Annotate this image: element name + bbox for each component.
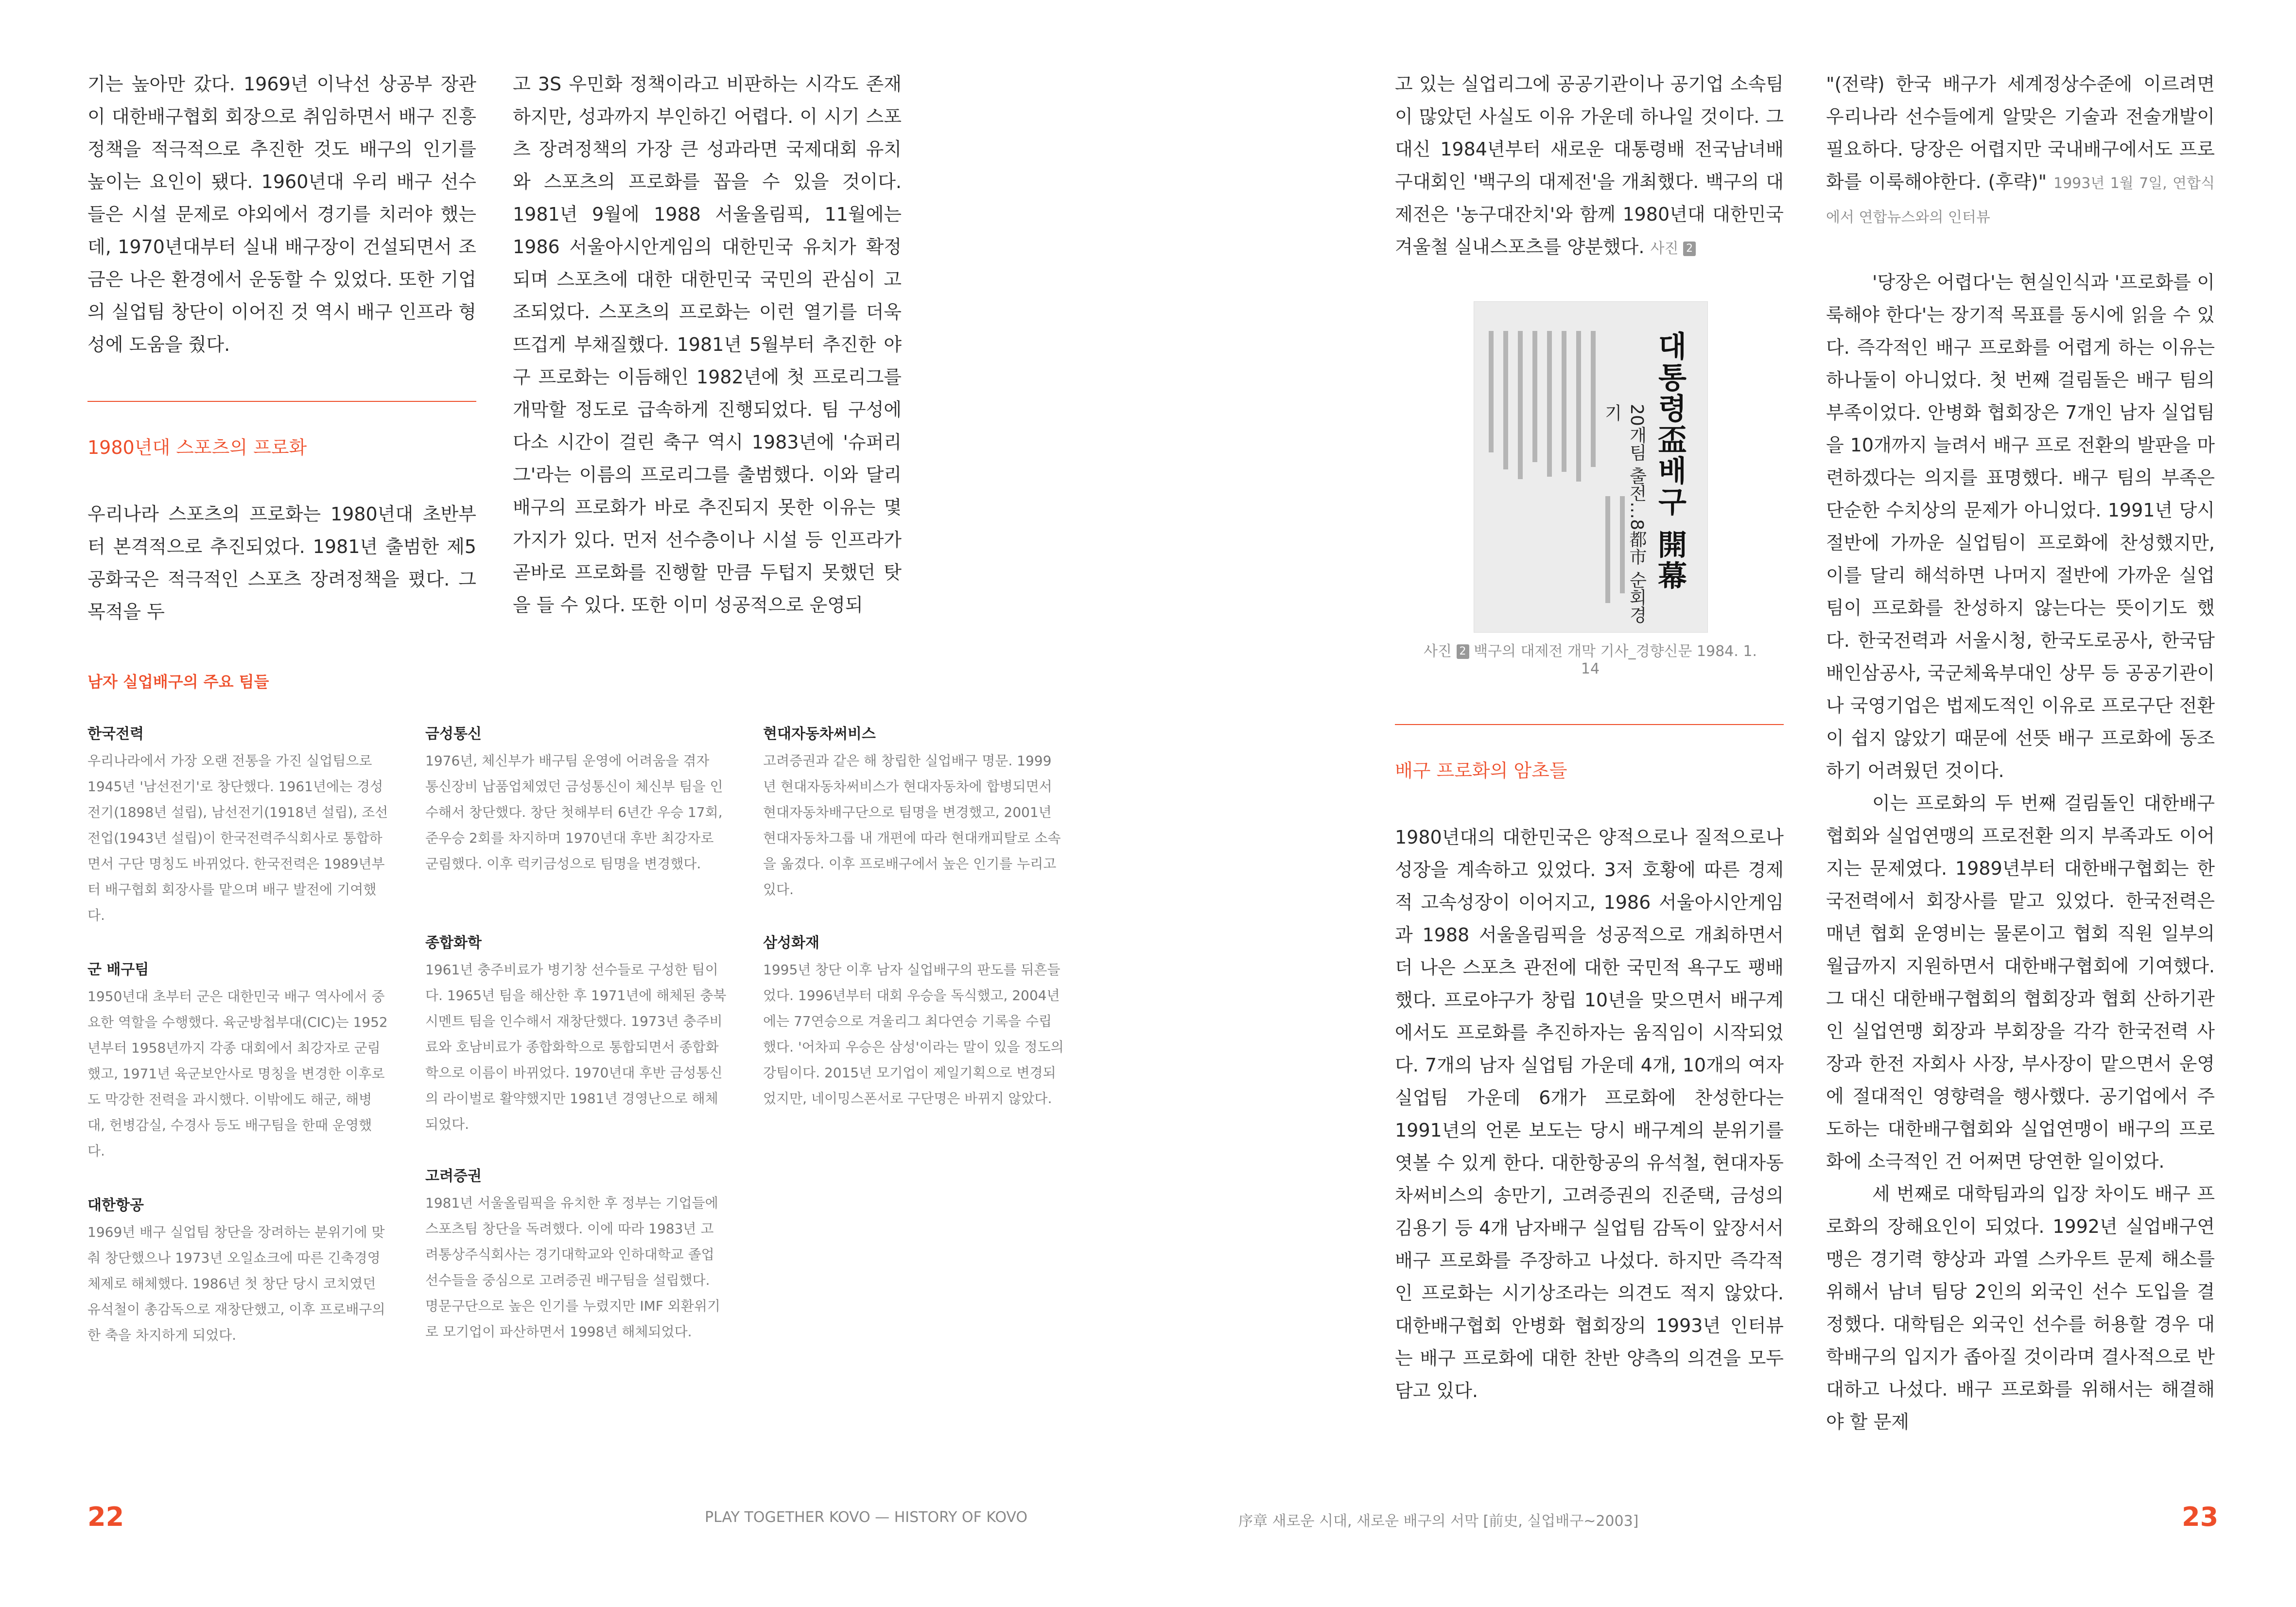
team-desc: 1950년대 초부터 군은 대한민국 배구 역사에서 중요한 역할을 수행했다. 육군방첩부대(CIC)는 1952년부터 1958년까지 각종 대회에서 최강자로 군림했고, 1971년 육군보안사로 명칭을 변경한 이후로도 막강한 전력을 과시했다. 이밖에도 해군, 해병대, 헌병감실, 수경사 등도 배구팀을 한때 운영했다. — [87, 988, 388, 1159]
team-name: 군 배구팀 — [87, 961, 149, 978]
team-name: 한국전력 — [87, 726, 144, 743]
newspaper-text-column — [1605, 496, 1610, 603]
photo-caption-text: 백구의 대제전 개막 기사_경향신문 1984. 1. 14 — [1474, 643, 1757, 677]
footer-title: PLAY TOGETHER KOVO — HISTORY OF KOVO — [705, 1509, 1028, 1526]
newspaper-headline: 대통령盃배구 開幕 — [1653, 331, 1687, 592]
newspaper-text-column — [1547, 331, 1552, 477]
team-name: 대한항공 — [87, 1197, 144, 1214]
team-name: 삼성화재 — [763, 934, 819, 951]
right-column-1-section — [1395, 821, 1784, 1407]
section-paragraph: 1980년대의 대한민국은 양적으로나 질적으로나 성장을 계속하고 있었다. 3저 호황에 따른 경제적 고속성장이 이어지고, 1986 서울아시안게임과 1988 서울올림픽을 성공적으로 개최하면서 더 나은 스포츠 관전에 대한 국민적 욕구도 팽배했다. 프로야구가 창립 10년을 맞으면서 배구계에서도 프로화를 추진하자는 움직임이 시작되었다. 7개의 남자 실업팀 가운데 4개, 10개의 여자 실업팀 가운데 6개가 프로화에 찬성한다는 1991년의 언론 보도는 당시 배구계의 분위기를 엿볼 수 있게 한다. 대한항공의 유석철, 현대자동차써비스의 송만기, 고려증권의 진준택, 금성의 김용기 등 4개 남자배구 실업팀 감독이 앞장서서 배구 프로화를 주장하고 나섰다. 하지만 즉각적인 프로화는 시기상조라는 의견도 적지 않았다. 대한배구협회 안병화 협회장의 1993년 인터뷰는 배구 프로화에 대한 찬반 양측의 의견을 모두 담고 있다. — [1395, 827, 1784, 1401]
paragraph: 이는 프로화의 두 번째 걸림돌인 대한배구협회와 실업연맹의 프로전환 의지 부족과도 이어지는 문제였다. 1989년부터 대한배구협회는 한국전력에서 회장사를 맡고 있었다. 한국전력은 매년 협회 운영비는 물론이고 협회 직원 일부의 월급까지 지원하면서 대한배구협회에 기여했다. 그 대신 대한배구협회의 협회장과 협회 산하기관인 실업연맹 회장과 부회장을 각각 한국전력 사장과 한전 자회사 사장, 부사장이 맡으면서 운영에 절대적인 영향력을 행사했다. 공기업에서 주도하는 대한배구협회와 실업연맹이 배구의 프로화에 소극적인 건 어쩌면 당연한 일이었다. — [1826, 793, 2215, 1172]
column-2-paragraph: 고 3S 우민화 정책이라고 비판하는 시각도 존재하지만, 성과까지 부인하긴 어렵다. 이 시기 스포츠 장려정책의 가장 큰 성과라면 국제대회 유치와 스포츠의 프로화를 꼽을 수 있을 것이다. 1981년 9월에 1988 서울올림픽, 11월에는 1986 서울아시안게임의 대한민국 유치가 확정되며 스포츠에 대한 대한민국 국민의 관심이 고조되었다. 스포츠의 프로화는 이런 열기를 더욱 뜨겁게 부채질했다. 1981년 5월부터 추진한 야구 프로화는 이듬해인 1982년에 첫 프로리그를 개막할 정도로 급속하게 진행되었다. 팀 구성에 다소 시간이 걸린 축구 역시 1983년에 '슈퍼리그'라는 이름의 프로리그를 출범했다. 이와 달리 배구의 프로화가 바로 추진되지 못한 이유는 몇 가지가 있다. 먼저 선수층이나 시설 등 인프라가 곧바로 프로화를 진행할 만큼 두텁지 못했던 탓을 들 수 있다. 또한 이미 성공적으로 운영되 — [513, 73, 902, 616]
column-3-text: 고 있는 실업리그에 공공기관이나 공기업 소속팀이 많았던 사실도 이유 가운데 하나일 것이다. 그 대신 1984년부터 새로운 대통령배 전국남녀배구대회인 '백구의 대제전'을 개최했다. 백구의 대제전은 '농구대잔치'와 함께 1980년대 대한민국 겨울철 실내스포츠를 양분했다. — [1395, 73, 1784, 258]
quote-source: 1993년 1월 7일, 연합식에서 연합뉴스와의 인터뷰 — [1826, 175, 2215, 226]
team-desc: 1976년, 체신부가 배구팀 운영에 어려움을 겪자 통신장비 납품업체였던 금성통신이 체신부 팀을 인수해서 창단했다. 창단 첫해부터 6년간 우승 17회, 준우승 2회를 차지하며 1970년대 후반 최강자로 군림했다. 이후 럭키금성으로 팀명을 변경했다. — [425, 753, 723, 872]
team-entry — [87, 1193, 389, 1348]
team-entry — [87, 957, 389, 1164]
team-desc: 1961년 충주비료가 병기창 선수들로 구성한 팀이다. 1965년 팀을 해산한 후 1971년에 해체된 충북시멘트 팀을 인수해서 재창단했다. 1973년 충주비료와 호남비료가 종합화학으로 통합되면서 종합화학으로 이름이 바뀌었다. 1970년대 후반 금성통신의 라이벌로 활약했지만 1981년 경영난으로 해체되었다. — [425, 962, 727, 1132]
section-paragraph: 우리나라 스포츠의 프로화는 1980년대 초반부터 본격적으로 추진되었다. 1981년 출범한 제5공화국은 적극적인 스포츠 장려정책을 폈다. 그 목적을 두 — [87, 503, 476, 622]
page-number: 23 — [2182, 1502, 2219, 1532]
team-entry — [763, 722, 1064, 902]
team-entry — [763, 931, 1064, 1111]
left-column-2 — [513, 68, 902, 622]
team-entry — [425, 931, 727, 1137]
newspaper-subheadline: 20개팀 출전…8都市 순회경기 — [1602, 404, 1647, 623]
quote-text: "(전략) 한국 배구가 세계정상수준에 이르려면 우리나라 선수들에게 알맞은 기술과 전술개발이 필요하다. 당장은 어렵지만 국내배구에서도 프로화를 이룩해야한다. (후략)" — [1826, 73, 2215, 192]
team-name: 고려증권 — [425, 1168, 482, 1185]
photo-ref-label: 사진 — [1650, 240, 1679, 257]
page-number: 22 — [87, 1502, 124, 1532]
section-heading: 배구 프로화의 암초들 — [1395, 760, 1567, 781]
newspaper-text-column — [1591, 331, 1596, 467]
newspaper-text-column — [1518, 331, 1523, 479]
interview-quote — [1826, 68, 2215, 234]
team-desc: 1995년 창단 이후 남자 실업배구의 판도를 뒤흔들었다. 1996년부터 대회 우승을 독식했고, 2004년에는 77연승으로 겨울리그 최다연승 기록을 수립했다. '어차피 우승은 삼성'이라는 말이 있을 정도의 강팀이다. 2015년 모기업이 제일기획으로 변경되었지만, 네이밍스폰서로 구단명은 바뀌지 않았다. — [763, 962, 1064, 1106]
right-page — [1148, 0, 2296, 1607]
section-heading: 1980년대 스포츠의 프로화 — [87, 437, 307, 458]
team-entry — [87, 722, 389, 928]
newspaper-text-column — [1562, 331, 1566, 472]
photo-caption-label: 사진 — [1424, 643, 1452, 660]
team-name: 현대자동차써비스 — [763, 726, 876, 743]
right-column-2 — [1826, 68, 2215, 1438]
left-column-1 — [87, 68, 476, 361]
newspaper-text-column — [1620, 496, 1625, 593]
column-3-paragraph — [1395, 68, 1784, 265]
team-desc: 고려증권과 같은 해 창립한 실업배구 명문. 1999년 현대자동차써비스가 현대자동차에 합병되면서 현대자동차배구단으로 팀명을 변경했고, 2001년 현대자동차그룹 내 개편에 따라 현대캐피탈로 소속을 옮겼다. 이후 프로배구에서 높은 인기를 누리고 있다. — [763, 753, 1061, 898]
team-desc: 1981년 서울올림픽을 유치한 후 정부는 기업들에 스포츠팀 창단을 독려했다. 이에 따라 1983년 고려통상주식회사는 경기대학교와 인하대학교 졸업선수들을 중심으로 고려증권 배구팀을 설립했다. 명문구단으로 높은 인기를 누렸지만 IMF 외환위기로 모기업이 파산하면서 1998년 해체되었다. — [425, 1195, 720, 1340]
newspaper-text-column — [1532, 331, 1537, 462]
photo-caption — [1415, 639, 1765, 677]
team-entry — [425, 722, 727, 877]
newspaper-text-column — [1503, 331, 1508, 469]
left-column-1-section — [87, 498, 476, 628]
section-divider — [87, 401, 476, 402]
team-name: 금성통신 — [425, 726, 482, 743]
paragraph: 세 번째로 대학팀과의 입장 차이도 배구 프로화의 장해요인이 되었다. 1992년 실업배구연맹은 경기력 향상과 과열 스카우트 문제 해소를 위해서 남녀 팀당 2인의 외국인 선수 도입을 결정했다. 대학팀은 외국인 선수를 허용할 경우 대학배구의 입지가 좁아질 것이라며 결사적으로 반대하고 나섰다. 배구 프로화를 위해서는 해결해야 할 문제 — [1826, 1183, 2215, 1433]
right-column-1-top — [1395, 68, 1784, 265]
photo-caption-number: 2 — [1457, 644, 1469, 659]
newspaper-text-column — [1576, 331, 1581, 482]
photo-ref-number: 2 — [1683, 242, 1696, 256]
team-name: 종합화학 — [425, 934, 482, 951]
newspaper-text-column — [1489, 331, 1494, 452]
team-desc: 1969년 배구 실업팀 창단을 장려하는 분위기에 맞춰 창단했으나 1973년 오일쇼크에 따른 긴축경영 체제로 해체했다. 1986년 첫 창단 당시 코치였던 유석철이 총감독으로 재창단했고, 이후 프로배구의 한 축을 차지하게 되었다. — [87, 1224, 385, 1343]
team-desc: 우리나라에서 가장 오랜 전통을 가진 실업팀으로 1945년 '남선전기'로 창단했다. 1961년에는 경성전기(1898년 설립), 남선전기(1918년 설립), 조선전업(1943년 설립)이 한국전력주식회사로 통합하면서 구단 명칭도 바뀌었다. 한국전력은 1989년부터 배구협회 회장사를 맡으며 배구 발전에 기여했다. — [87, 753, 388, 923]
newspaper-clipping-image — [1474, 301, 1708, 633]
team-entry — [425, 1164, 727, 1345]
photo-reference — [1651, 240, 1696, 257]
sidebar-title: 남자 실업배구의 주요 팀들 — [87, 673, 269, 691]
section-divider — [1395, 724, 1784, 725]
paragraph: '당장은 어렵다'는 현실인식과 '프로화를 이룩해야 한다'는 장기적 목표를 동시에 읽을 수 있다. 즉각적인 배구 프로화를 어렵게 하는 이유는 하나둘이 아니었다. 첫 번째 걸림돌은 배구 팀의 부족이었다. 안병화 협회장은 7개인 남자 실업팀을 10개까지 늘려서 배구 프로 전환의 발판을 마련하겠다는 의지를 표명했다. 배구 팀의 부족은 단순한 수치상의 문제가 아니었다. 1991년 당시 절반에 가까운 실업팀이 프로화에 찬성했지만, 이를 달리 해석하면 나머지 절반에 가까운 실업팀이 프로화를 찬성하지 않는다는 뜻이기도 했다. 한국전력과 서울시청, 한국도로공사, 한국담배인삼공사, 국군체육부대인 상무 등 공공기관이나 국영기업은 법제도적인 이유로 프로구단 전환이 쉽지 않았기 때문에 선뜻 배구 프로화에 동조하기 어려웠던 것이다. — [1826, 272, 2215, 781]
footer-chapter-title: 序章 새로운 시대, 새로운 배구의 서막 [前史, 실업배구~2003] — [1238, 1513, 1639, 1530]
intro-paragraph: 기는 높아만 갔다. 1969년 이낙선 상공부 장관이 대한배구협회 회장으로 취임하면서 배구 진흥정책을 적극적으로 추진한 것도 배구의 인기를 높이는 요인이 됐다. 1960년대 우리 배구 선수들은 시설 문제로 야외에서 경기를 치러야 했는데, 1970년대부터 실내 배구장이 건설되면서 조금은 나은 환경에서 운동할 수 있었다. 또한 기업의 실업팀 창단이 이어진 것 역시 배구 인프라 형성에 도움을 줬다. — [87, 73, 476, 355]
